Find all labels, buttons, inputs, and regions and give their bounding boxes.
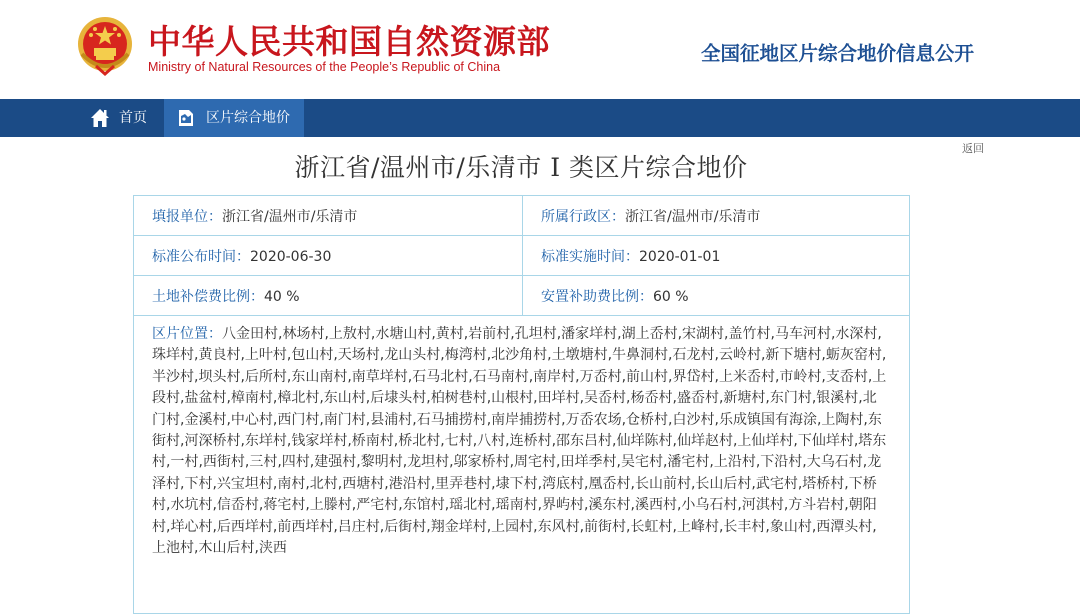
site-header: [0, 0, 1080, 99]
ministry-name-en[interactable]: Ministry of Natural Resources of the People’s Republic of China: [148, 60, 501, 74]
ministry-name-cn[interactable]: 中华人民共和国自然资源部: [148, 22, 550, 61]
nav-land-price-label: 区片综合地价: [206, 110, 290, 126]
nav-land-price[interactable]: [164, 99, 304, 137]
implement-date-value: 2020-01-01: [639, 248, 721, 265]
region-cell: [523, 196, 910, 236]
back-link[interactable]: 返回: [962, 142, 984, 155]
publish-date-label: 标准公布时间：: [152, 248, 250, 265]
implement-date-label: 标准实施时间：: [541, 248, 639, 265]
fill-unit-value: 浙江省/温州市/乐清市: [222, 208, 358, 225]
land-comp-value: 40 %: [264, 288, 300, 305]
publish-date-value: 2020-06-30: [250, 248, 332, 265]
table-row: [134, 196, 910, 236]
main-nav: [0, 99, 1080, 137]
land-comp-label: 土地补偿费比例：: [152, 288, 264, 305]
location-text: 八金田村,林场村,上敖村,水塘山村,黄村,岩前村,孔坦村,潘家垟村,湖上岙村,宋湖村,盖竹村,马车河村,水深村,珠垟村,黄良村,上叶村,包山村,天场村,龙山头村,梅湾村,北沙角村,土墩塘村,牛鼻洞村,石龙村,云岭村,新下塘村,蛎灰窑村,半沙村,坝头村,后所村,东山南村,南草垟村,石马北村,石马南村,南岸村,万岙村,前山村,界岱村,上米岙村,市岭村,支岙村,上段村,盐盆村,樟南村,樟北村,东山村,后埭头村,柏树巷村,山根村,田垟村,吴岙村,杨岙村,盛岙村,新塘村,东门村,银溪村,北门村,金溪村,中心村,西门村,南门村,县浦村,石马捕捞村,南岸捕捞村,万岙农场,仓桥村,白沙村,乐成镇国有海涂,上陶村,东街村,河深桥村,东垟村,钱家垟村,桥南村,桥北村,七村,八村,连桥村,邵东吕村,仙垟陈村,仙垟赵村,上仙垟村,下仙垟村,塔东村,一村,西街村,三村,四村,建强村,黎明村,龙坦村,邬家桥村,周宅村,田垟季村,吴宅村,潘宅村,上沿村,下沿村,大乌石村,龙泽村,下村,兴宝坦村,南村,北村,西塘村,港沿村,里弄巷村,埭下村,湾底村,凰岙村,长山前村,长山后村,武宅村,塔桥村,下桥村,水坑村,信岙村,蒋宅村,上滕村,严宅村,东馆村,瑶北村,瑶南村,界屿村,溪东村,溪西村,小乌石村,河淇村,方斗岩村,朝阳村,垟心村,后西垟村,前西垟村,吕庄村,后街村,翔金垟村,上园村,东风村,前街村,长虹村,上峰村,长丰村,象山村,西潭头村,上池村,木山后村,浃西: [152, 326, 887, 557]
nav-home-label: 首页: [119, 110, 147, 126]
land-comp-cell: [134, 276, 523, 316]
national-emblem-icon[interactable]: [76, 14, 134, 76]
nav-home[interactable]: [86, 99, 164, 137]
region-value: 浙江省/温州市/乐清市: [625, 208, 761, 225]
page-title: 浙江省/温州市/乐清市 I 类区片综合地价: [294, 153, 748, 182]
map-document-icon: [176, 108, 196, 128]
info-table: [133, 195, 910, 316]
table-row: [134, 276, 910, 316]
fill-unit-cell: [134, 196, 523, 236]
resettle-cell: [523, 276, 910, 316]
location-label: 区片位置：: [152, 326, 222, 342]
home-icon: [90, 108, 110, 128]
region-label: 所属行政区：: [541, 208, 625, 225]
resettle-value: 60 %: [653, 288, 689, 305]
location-box: [133, 314, 910, 614]
table-row: [134, 236, 910, 276]
site-title: 全国征地区片综合地价信息公开: [701, 42, 975, 65]
implement-date-cell: [523, 236, 910, 276]
fill-unit-label: 填报单位：: [152, 208, 222, 225]
resettle-label: 安置补助费比例：: [541, 288, 653, 305]
publish-date-cell: [134, 236, 523, 276]
